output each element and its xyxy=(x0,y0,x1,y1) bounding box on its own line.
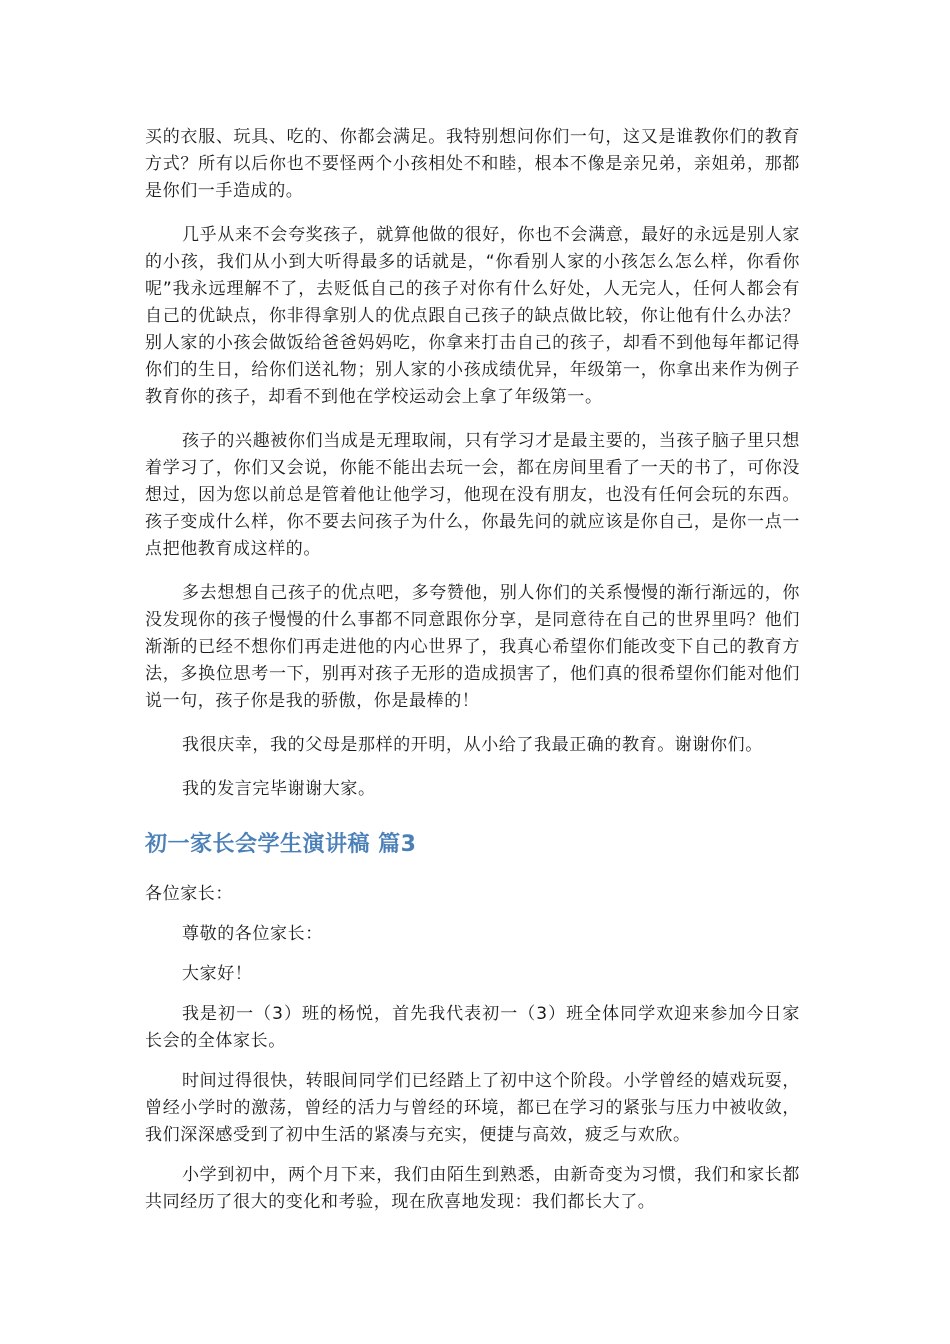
paragraph-time: 时间过得很快，转眼间同学们已经踏上了初中这个阶段。小学曾经的嬉戏玩耍，曾经小学时的激荡，曾经的活力与曾经的环境，都已在学习的紧张与压力中被收敛，我们深深感受到了初中生活的紧凑与充实，便捷与高效，疲乏与欢欣。 xyxy=(145,1071,800,1145)
salutation: 各位家长： xyxy=(145,884,233,904)
paragraph-greeting-hello: 大家好！ xyxy=(182,964,253,984)
paragraph-growth: 小学到初中，两个月下来，我们由陌生到熟悉，由新奇变为习惯，我们和家长都共同经历了很大的变化和考验，现在欣喜地发现：我们都长大了。 xyxy=(145,1165,800,1212)
paragraph-greeting-respect: 尊敬的各位家长： xyxy=(182,924,323,944)
paragraph-praise: 几乎从来不会夸奖孩子，就算他做的很好，你也不会满意，最好的永远是别人家的小孩，我们从小到大听得最多的话就是，“你看别人家的小孩怎么怎么样，你看你呢”我永远理解不了，去贬低自己的孩子对你有什么好处，人无完人，任何人都会有自己的优缺点，你非得拿别人的优点跟自己孩子的缺点做比较，你让他有什么办法？别人家的小孩会做饭给爸爸妈妈吃，你拿来打击自己的孩子，却看不到他每年都记得你们的生日，给你们送礼物；别人家的小孩成绩优异，年级第一，你拿出来作为例子教育你的孩子，却看不到他在学校运动会上拿了年级第一。 xyxy=(145,225,800,407)
paragraph-strengths: 多去想想自己孩子的优点吧，多夸赞他，别人你们的关系慢慢的渐行渐远的，你没发现你的孩子慢慢的什么事都不同意跟你分享，是同意待在自己的世界里吗？他们渐渐的已经不想你们再走进他的内心世界了，我真心希望你们能改变下自己的教育方法，多换位思考一下，别再对孩子无形的造成损害了，他们真的很希望你们能对他们说一句，孩子你是我的骄傲，你是最棒的！ xyxy=(145,583,800,711)
document-page xyxy=(145,124,800,1216)
paragraph-thanks: 我很庆幸，我的父母是那样的开明，从小给了我最正确的教育。谢谢你们。 xyxy=(182,735,763,755)
paragraph-continuation: 买的衣服、玩具、吃的、你都会满足。我特别想问你们一句，这又是谁教你们的教育方式？所有以后你也不要怪两个小孩相处不和睦，根本不像是亲兄弟，亲姐弟，那都是你们一手造成的。 xyxy=(145,127,800,201)
paragraph-interests: 孩子的兴趣被你们当成是无理取闹，只有学习才是最主要的，当孩子脑子里只想着学习了，你们又会说，你能不能出去玩一会，都在房间里看了一天的书了，可你没想过，因为您以前总是管着他让他学习，他现在没有朋友，也没有任何会玩的东西。孩子变成什么样，你不要去问孩子为什么，你最先问的就应该是你自己，是你一点一点把他教育成这样的。 xyxy=(145,431,800,559)
paragraph-introduction: 我是初一（3）班的杨悦，首先我代表初一（3）班全体同学欢迎来参加今日家长会的全体家长。 xyxy=(145,1004,800,1051)
section-heading: 初一家长会学生演讲稿 篇3 xyxy=(145,832,417,857)
paragraph-closing: 我的发言完毕谢谢大家。 xyxy=(182,779,376,799)
